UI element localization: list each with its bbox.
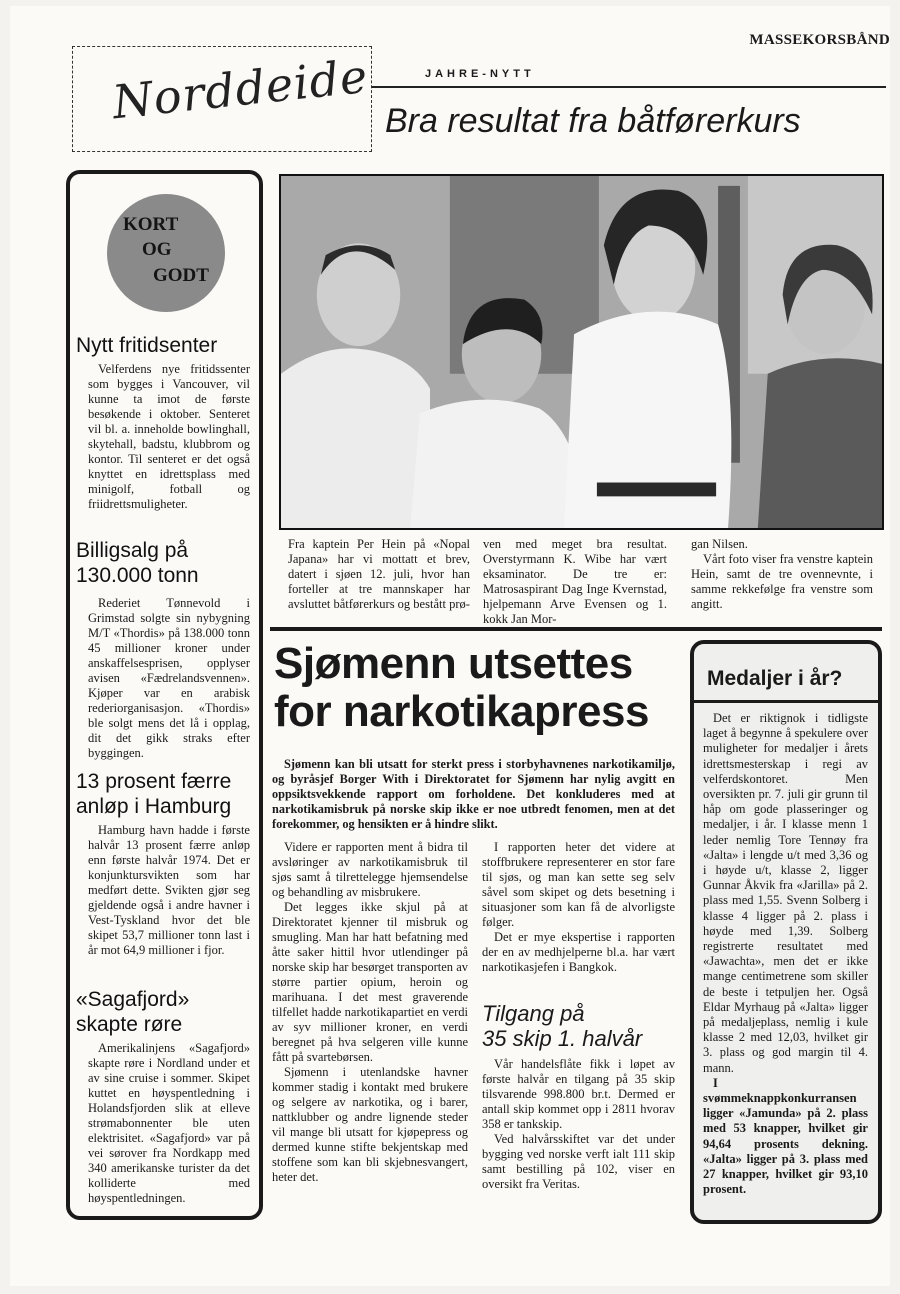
paragraph: I rapporten heter det videre at stoffbrukere representerer en stor fare til sjøs, og man kan sette seg selv såvel som skipet og dets besetning i situasjoner som kan få de alvorligste følger.	[482, 840, 675, 929]
paragraph: Det legges ikke skjul på at Direktoratet kjenner til misbruk og smugling. Man har hatt befatning med åtte saker hittil hvor utlendinger på norske skip har besørget transporten av større partier opium, heroin og marihuana. I det mest graverende tilfellet hadde narkotikapartiet en verdi av syv millioner kroner, en verdi beregnet på hva selgeren ville kunne fått på svartebørsen.	[272, 900, 468, 1064]
sub-headline	[482, 1001, 642, 1051]
sidebar-body: Velferdens nye fritidssenter som bygges i Vancouver, vil kunne ta imot de første besøkende i oktober. Senteret vil bl. a. inneholde bowlinghall, skytehall, badstu, klubbrom og kontor. Til senteret er det også knyttet en idrettsplass med minigolf, fotball og friidrettsmuligheter.	[88, 362, 250, 511]
sub-headline-line: Tilgang på	[482, 1001, 585, 1026]
article-headline: Bra resultat fra båtførerkurs	[385, 102, 801, 140]
article-column	[482, 1057, 675, 1192]
publication-name: MASSEKORSBÅND	[749, 32, 890, 48]
kort-og-godt-badge	[107, 194, 225, 312]
kicker-rule	[372, 86, 886, 88]
photo-caption	[691, 537, 873, 612]
paragraph: I svømmeknappkonkurransen ligger «Jamunda» på 2. plass med 53 knapper, hvilket gir 94,64 prosents dekning. «Jalta» ligger på 3. plass med 27 knapper, hvilket gir 93,10 prosent.	[703, 1075, 868, 1197]
paragraph: Vår handelsflåte fikk i løpet av første halvår en tilgang på 35 skip tilsvarende 998.800 br.t. Dermed er antall skip kommet opp i 2811 hvorav 358 er tankskip.	[482, 1057, 675, 1131]
paragraph: Ved halvårsskiftet var det under bygging ved norske verft ialt 111 skip samt bestilling på 102, viser en oversikt fra Veritas.	[482, 1132, 675, 1191]
sidebar-body: Amerikalinjens «Sagafjord» skapte røre i Nordland under et av sine cruise i sommer. Skipet kuttet en høyspentledning i Holandsfjorden slik at elleve strømabonnenter ble uten elektrisitet. «Sagafjord» var på vei sørover fra Nordkapp med 340 amerikanske turister da det kolliderte med høyspentledningen.	[88, 1041, 250, 1205]
paragraph: Det er mye ekspertise i rapporten der en av medhjelperne bl.a. har vært narkotikasjefen i Bangkok.	[482, 930, 675, 974]
medal-box-title: Medaljer i år?	[707, 667, 843, 690]
article-column	[482, 840, 675, 975]
sidebar-heading: «Sagafjord» skapte røre	[76, 988, 190, 1036]
caption-text: Vårt foto viser fra venstre kaptein Hein, samt de tre ovennevnte, i samme rekkefølge fra venstre som angitt.	[691, 552, 873, 611]
badge-word: KORT	[123, 214, 179, 235]
sidebar-heading: 13 prosent færre anløp i Hamburg	[76, 770, 232, 818]
badge-word: OG	[142, 239, 172, 260]
sidebar-heading: Nytt fritidsenter	[76, 334, 218, 357]
medal-box-rule	[694, 700, 878, 703]
article-column	[272, 840, 468, 1185]
paragraph: Videre er rapporten ment å bidra til avsløringer av narkotikamisbruk til sjøs samt å tilrettelegge hjemsendelse og behandling av misbrukere.	[272, 840, 468, 899]
main-title-line: for narkotikapress	[274, 687, 649, 736]
main-title-line: Sjømenn utsettes	[274, 639, 633, 688]
sidebar-heading: Billigsalg på 130.000 tonn	[76, 539, 199, 587]
main-title	[274, 640, 649, 736]
badge-word: GODT	[153, 265, 209, 286]
photo-caption: ven med meget bra resultat. Overstyrmann K. Wibe har vært eksaminator. De tre er: Matrosaspirant Dag Inge Kvernstad, hjelpemann Arve Evensen og 1. kokk Jan Mor-	[483, 537, 667, 626]
paragraph: Sjømenn i utenlandske havner kommer stadig i kontakt med brukere og selgere av narkotika, og i barer, nattklubber og andre lignende steder vil mange bli utsatt for kjøpepress og dermed kunne stifte bekjentskap med stoffene som kan bli skjebnesvangert, heter det.	[272, 1065, 468, 1184]
sub-headline-line: 35 skip 1. halvår	[482, 1026, 643, 1051]
handwritten-signature: Norddeide	[109, 48, 371, 130]
photo-caption: Fra kaptein Per Hein på «Nopal Japana» har vi mottatt et brev, datert i sjøen 12. juli, hvor han forteller at tre mannskaper har avsluttet båtførerkurs og bestått prø-	[288, 537, 470, 611]
sidebar-body: Rederiet Tønnevold i Grimstad solgte sin nybygning M/T «Thordis» på 138.000 tonn 45 millioner kroner under anskaffelsesprisen, opplyser avisen «Fædrelandsvennen». Kjøper var en arabisk rederiorganisasjon. «Thordis» ble solgt mens det lå i opplag, dit det gikk straks efter byggingen.	[88, 596, 250, 760]
section-rule	[270, 627, 882, 631]
medal-box-body	[703, 711, 868, 1198]
article-lead: Sjømenn kan bli utsatt for sterkt press i storbyhavnenes narkotikamiljø, og byråsjef Borger With i Direktoratet for Sjømenn har nylig avgitt en oppsiktsvekkende rapport om forholdene. Det konkluderes med at narkotikamisbruk på norske skip ikke er noe utbredt fenomen, men at det forekommer, og hensikten er å hindre slikt.	[272, 757, 675, 831]
caption-text: gan Nilsen.	[691, 537, 748, 551]
paragraph: Det er riktignok i tidligste laget å begynne å spekulere over muligheter for medaljer i årets idrettsmesterskap i regi av velferdskontoret. Men oversikten pr. 7. juli gir grunn til håp om gode plasseringer og medaljer, i år. I klasse menn 1 leder nemlig Tore Tennøy fra «Jalta» i lengde u/t med 3,36 og i høyde u/t, klasse 2, ligger Gunnar Åkvik fra «Jarilla» på 2. plass med 1,55. Svenn Solberg i klasse 4 ligger på 2. plass i høyde med 1,39. Solberg registrerte resultatet med «Jawachta», men det er ikke mange centimetrene som skiller de beste i tetpuljen her. Også Eldar Myrhaug på «Jalta» ligger på medaljeplass, nemlig i kule klasse 2 med 12,03, hvilket gir 3. plass og god margin til 4. mann.	[703, 711, 868, 1075]
crew-photo	[279, 174, 884, 530]
sidebar-body: Hamburg havn hadde i første halvår 13 prosent færre anløp enn første halvår 1974. Det er konjunktursvikten som har medført dette. Svikten gjør seg gjeldende også i andre havner i Vest-Tyskland hvor det ble skipet 53,7 millioner tonn last i år mot 64,9 millioner i fjor.	[88, 823, 250, 957]
section-kicker: JAHRE-NYTT	[425, 68, 535, 80]
